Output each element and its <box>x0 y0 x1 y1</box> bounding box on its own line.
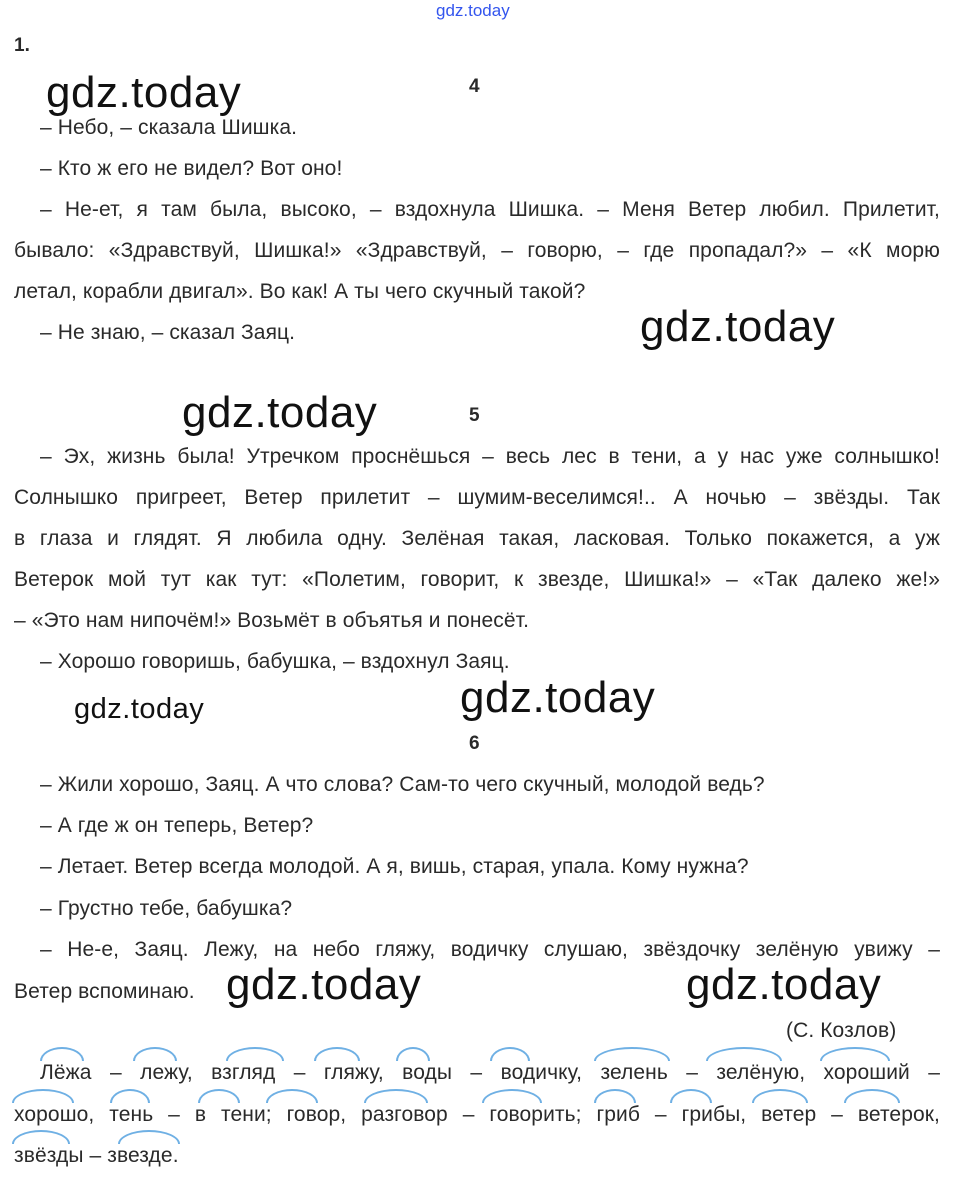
root-arc <box>364 1089 428 1103</box>
root-arc <box>226 1047 284 1061</box>
root-arc <box>12 1089 74 1103</box>
text-line: летал, корабли двигал». Во как! А ты чего скучный такой? <box>14 280 586 303</box>
text-line: – Эх, жизнь была! Утречком проснёшься – весь лес в тени, а у нас уже солнышко! <box>40 445 940 468</box>
root-arc <box>594 1047 670 1061</box>
text-line: – Хорошо говоришь, бабушка, – вздохнул Заяц. <box>40 650 510 673</box>
root-arc <box>752 1089 808 1103</box>
watermark: gdz.today <box>640 302 836 351</box>
root-arc <box>118 1130 180 1144</box>
text-line: – Небо, – сказала Шишка. <box>40 116 298 139</box>
text-line: – Не знаю, – сказал Заяц. <box>40 321 296 344</box>
section-number-6: 6 <box>469 733 480 754</box>
root-arc <box>266 1089 318 1103</box>
section-number-4: 4 <box>469 76 480 97</box>
text-line: – Грустно тебе, бабушка? <box>40 897 293 920</box>
text-line: Солнышко пригреет, Ветер прилетит – шумим-веселимся!.. А ночью – звёзды. Так <box>14 486 940 509</box>
root-arc <box>314 1047 360 1061</box>
text-line: – Не-ет, я там была, высоко, – вздохнула Шишка. – Меня Ветер любил. Прилетит, <box>40 198 940 221</box>
text-line: Ветер вспоминаю. <box>14 980 195 1003</box>
root-arc <box>396 1047 430 1061</box>
watermark: gdz.today <box>226 960 422 1009</box>
text-line: в глаза и глядят. Я любила одну. Зелёная такая, ласковая. Только покажется, а уж <box>14 527 940 550</box>
text-line: – «Это нам нипочём!» Возьмёт в объятья и понесёт. <box>14 609 530 632</box>
text-line: – А где ж он теперь, Ветер? <box>40 814 314 837</box>
root-arc <box>12 1130 70 1144</box>
root-arc <box>844 1089 900 1103</box>
root-arc <box>110 1089 150 1103</box>
answer-line: Лёжа – лежу, взгляд – гляжу, воды – водичку, зелень – зелёную, хороший – <box>40 1061 940 1084</box>
watermark: gdz.today <box>460 673 656 722</box>
root-arc <box>133 1047 177 1061</box>
root-arc <box>670 1089 712 1103</box>
text-line: бывало: «Здравствуй, Шишка!» «Здравствуй, – говорю, – где пропадал?» – «К морю <box>14 239 940 262</box>
root-arc <box>482 1089 542 1103</box>
watermark: gdz.today <box>182 388 378 437</box>
text-line: Ветерок мой тут как тут: «Полетим, говорит, к звезде, Шишка!» – «Так далеко же!» <box>14 568 940 591</box>
text-line: – Кто ж его не видел? Вот оно! <box>40 157 343 180</box>
exercise-number: 1. <box>14 35 30 56</box>
watermark: gdz.today <box>686 960 882 1009</box>
text-line: – Жили хорошо, Заяц. А что слова? Сам-то чего скучный, молодой ведь? <box>40 773 765 796</box>
root-arc <box>198 1089 240 1103</box>
root-arc <box>820 1047 890 1061</box>
answer-line: хорошо, тень – в тени; говор, разговор – говорить; гриб – грибы, ветер – ветерок, <box>14 1103 940 1126</box>
section-number-5: 5 <box>469 405 480 426</box>
author-credit: (С. Козлов) <box>786 1019 897 1042</box>
watermark: gdz.today <box>46 68 242 117</box>
root-arc <box>490 1047 530 1061</box>
root-arc <box>40 1047 84 1061</box>
root-arc <box>706 1047 782 1061</box>
root-arc <box>594 1089 636 1103</box>
text-line: – Летает. Ветер всегда молодой. А я, вишь, старая, упала. Кому нужна? <box>40 855 749 878</box>
watermark: gdz.today <box>74 693 205 725</box>
header-watermark: gdz.today <box>436 1 510 20</box>
answer-line: звёзды – звезде. <box>14 1144 179 1167</box>
text-line: – Не-е, Заяц. Лежу, на небо гляжу, водичку слушаю, звёздочку зелёную увижу – <box>40 938 940 961</box>
